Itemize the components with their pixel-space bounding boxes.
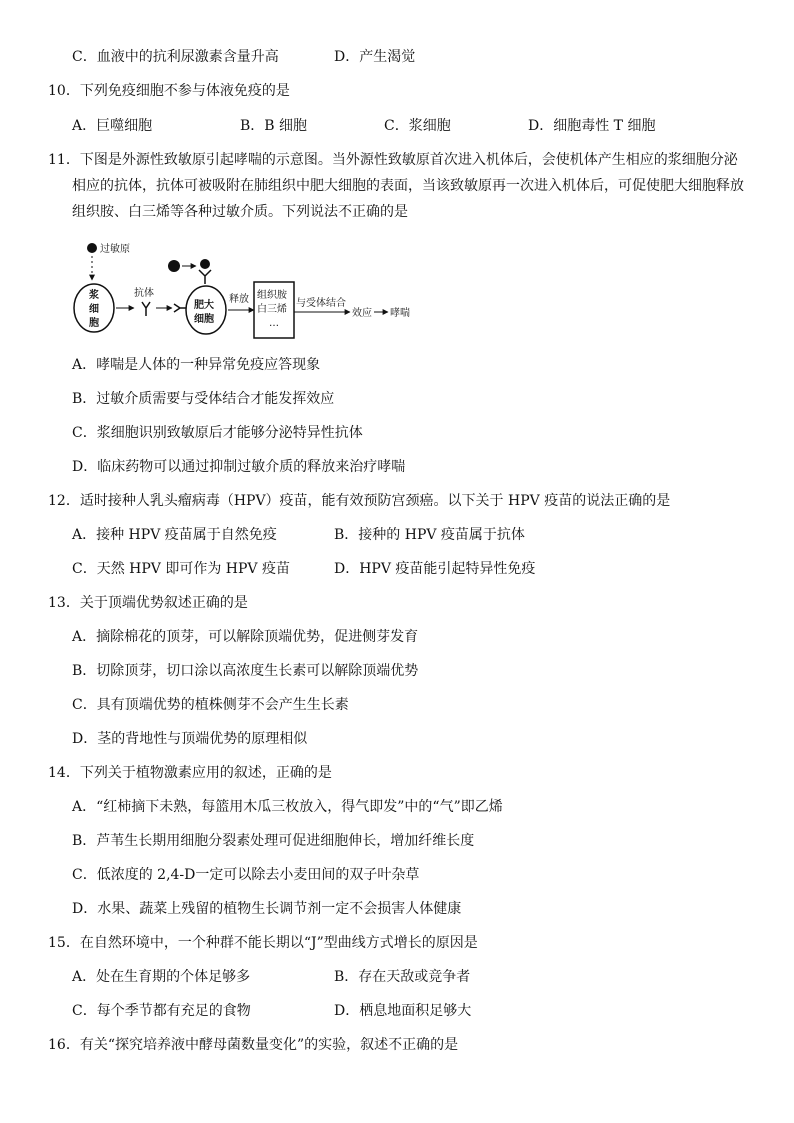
q16-stem: 16．有关“探究培养液中酵母菌数量变化”的实验，叙述不正确的是 (48, 1037, 459, 1053)
mediator-ellipsis: … (269, 318, 279, 329)
q11-stem-line-3: 组织胺、白三烯等各种过敏介质。下列说法不正确的是 (72, 204, 408, 220)
q10-option-a: A．巨噬细胞 (72, 118, 153, 134)
allergen-label: 过敏原 (100, 244, 130, 255)
q10-option-b: B．B 细胞 (240, 118, 308, 134)
q11-stem-line-1: 11．下图是外源性致敏原引起哮喘的示意图。当外源性致敏原首次进入机体后，会使机体产生相应的浆细胞分泌 (48, 152, 738, 168)
q12-stem: 12．适时接种人乳头瘤病毒（HPV）疫苗，能有效预防宫颈癌。以下关于 HPV 疫苗的说法正确的是 (48, 493, 671, 509)
q14-option-a: A．“红柿摘下未熟，每篮用木瓜三枚放入，得气即发”中的“气”即乙烯 (72, 799, 503, 815)
surface-antibody-icon (199, 270, 211, 284)
q10-stem: 10．下列免疫细胞不参与体液免疫的是 (48, 83, 290, 99)
q14-stem: 14．下列关于植物激素应用的叙述，正确的是 (48, 765, 332, 781)
q11-option-a: A．哮喘是人体的一种异常免疫应答现象 (72, 357, 321, 373)
antibody-label: 抗体 (134, 288, 154, 299)
bind-label: 与受体结合 (296, 298, 346, 309)
q13-option-c: C．具有顶端优势的植株侧芽不会产生生长素 (72, 697, 349, 713)
mast-cell-label-2: 细胞 (194, 314, 214, 325)
q12-option-c: C．天然 HPV 即可作为 HPV 疫苗 (72, 561, 290, 577)
q15-option-c: C．每个季节都有充足的食物 (72, 1003, 251, 1019)
mast-cell-label-1: 肥大 (194, 300, 214, 311)
q12-option-a: A．接种 HPV 疫苗属于自然免疫 (72, 527, 277, 543)
antibody-icon (142, 302, 150, 316)
plasma-cell-label-2: 细 (89, 304, 99, 315)
q15-option-b: B．存在天敌或竞争者 (334, 969, 471, 985)
mediator-leukotriene: 白三烯 (257, 304, 287, 315)
q14-option-d: D．水果、蔬菜上残留的植物生长调节剂一定不会损害人体健康 (72, 901, 462, 917)
q12-option-d: D．HPV 疫苗能引起特异性免疫 (334, 561, 536, 577)
q11-option-d: D．临床药物可以通过抑制过敏介质的释放来治疗哮喘 (72, 459, 406, 475)
release-label: 释放 (229, 294, 249, 305)
q15-option-d: D．栖息地面积足够大 (334, 1003, 472, 1019)
bound-antibody-icon (174, 304, 186, 312)
q12-option-b: B．接种的 HPV 疫苗属于抗体 (334, 527, 525, 543)
q11-stem-line-2: 相应的抗体，抗体可被吸附在肺组织中肥大细胞的表面，当该致敏原再一次进入机体后，可促使肥大细胞释放 (72, 178, 744, 194)
q15-stem: 15．在自然环境中，一个种群不能长期以“J”型曲线方式增长的原因是 (48, 935, 478, 951)
q11-option-c: C．浆细胞识别致敏原后才能够分泌特异性抗体 (72, 425, 363, 441)
mediator-histamine: 组织胺 (257, 290, 287, 301)
asthma-label: 哮喘 (390, 308, 410, 319)
q11-option-b: B．过敏介质需要与受体结合才能发挥效应 (72, 391, 335, 407)
q15-option-a: A．处在生育期的个体足够多 (72, 969, 251, 985)
allergy-asthma-diagram (72, 236, 422, 346)
q13-option-a: A．摘除棉花的顶芽，可以解除顶端优势，促进侧芽发育 (72, 629, 419, 645)
allergen-dot (87, 243, 97, 253)
allergen-bound-dot (200, 259, 210, 269)
plasma-cell-label-3: 胞 (89, 318, 99, 329)
effect-label: 效应 (352, 308, 372, 319)
q14-option-c: C．低浓度的 2,4-D一定可以除去小麦田间的双子叶杂草 (72, 867, 420, 883)
allergen-reentry-dot (168, 260, 180, 272)
q10-option-c: C．浆细胞 (384, 118, 451, 134)
q14-option-b: B．芦苇生长期用细胞分裂素处理可促进细胞伸长，增加纤维长度 (72, 833, 475, 849)
q10-option-d: D．细胞毒性 T 细胞 (528, 118, 656, 134)
plasma-cell-label-1: 浆 (89, 290, 99, 301)
q9-option-d: D．产生渴觉 (334, 49, 416, 65)
q13-option-d: D．茎的背地性与顶端优势的原理相似 (72, 731, 308, 747)
q13-stem: 13．关于顶端优势叙述正确的是 (48, 595, 248, 611)
q9-option-c: C．血液中的抗利尿激素含量升高 (72, 49, 279, 65)
q13-option-b: B．切除顶芽，切口涂以高浓度生长素可以解除顶端优势 (72, 663, 419, 679)
